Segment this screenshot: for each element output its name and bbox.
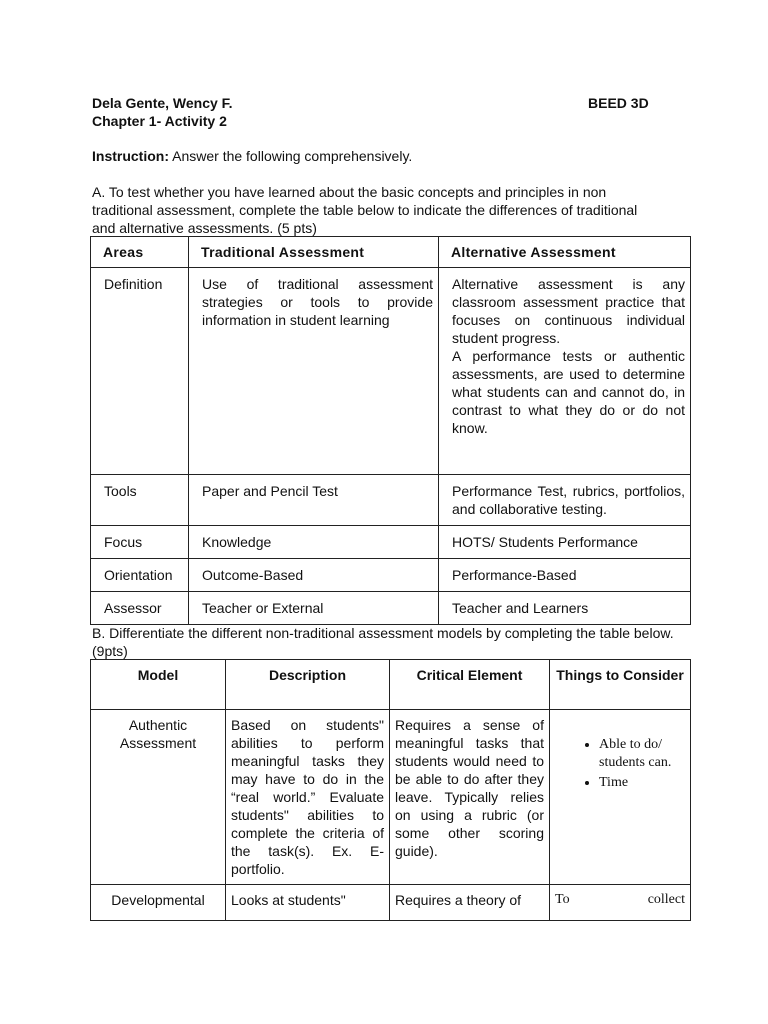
student-name: Dela Gente, Wency F. — [92, 95, 233, 111]
section-a-intro: A. To test whether you have learned about the basic concepts and principles in non traditional assessment, complete the table below to indicate the differences of traditional and alternative assessments. (5 pts) — [92, 184, 638, 236]
table-row — [91, 268, 691, 475]
critical-element-cell: Requires a sense of meaningful tasks that students would need to be able to do after they leave. Typically relies on using a rubric (or some other scoring guide). — [390, 710, 550, 885]
things-cell — [550, 885, 691, 921]
critical-element-cell: Requires a theory of — [390, 885, 550, 921]
header-critical-element: Critical Element — [390, 660, 550, 710]
list-item: • Able to do/ students can. — [599, 736, 685, 772]
traditional-cell: Teacher or External — [189, 592, 439, 625]
header-alternative: Alternative Assessment — [439, 237, 691, 268]
description-cell — [226, 885, 390, 921]
header-description: Description — [226, 660, 390, 710]
things-partial — [555, 891, 685, 909]
area-cell: Definition — [91, 268, 189, 475]
things-word-right: collect — [647, 892, 685, 907]
alternative-cell: Teacher and Learners — [439, 592, 691, 625]
table-row — [91, 592, 691, 625]
alternative-cell: Performance Test, rubrics, portfolios, and collaborative testing. — [439, 475, 691, 526]
table-row — [91, 885, 691, 921]
table-row — [91, 475, 691, 526]
header-traditional: Traditional Assessment — [189, 237, 439, 268]
alternative-text-2: A performance tests or authentic assessments, are used to determine what students can and cannot do, in contrast to what they do or do not know. — [452, 348, 685, 436]
header-things-to-consider: Things to Consider — [550, 660, 691, 710]
table-header-row — [91, 660, 691, 710]
header-model: Model — [91, 660, 226, 710]
section-b-intro: B. Differentiate the different non-traditional assessment models by completing the table below. (9pts) — [92, 625, 674, 659]
comparison-table — [90, 236, 691, 625]
alternative-cell: HOTS/ Students Performance — [439, 526, 691, 559]
traditional-cell: Knowledge — [189, 526, 439, 559]
area-cell: Focus — [91, 526, 189, 559]
description-cell: Based on students" abilities to perform meaningful tasks they may have to do in the “real world.” Evaluate students" abilities to complete the criteria of the task(s). Ex. E-portfolio. — [226, 710, 390, 885]
area-cell: Assessor — [91, 592, 189, 625]
chapter-title: Chapter 1- Activity 2 — [92, 113, 227, 129]
alternative-text-1: Alternative assessment is any classroom assessment practice that focuses on continuous individual student progress. — [452, 276, 685, 346]
instruction-line — [92, 147, 412, 165]
course-section: BEED 3D — [588, 95, 649, 111]
things-cell — [550, 710, 691, 885]
description-partial — [231, 891, 384, 909]
alternative-cell: Performance-Based — [439, 559, 691, 592]
instruction-text: Answer the following comprehensively. — [169, 148, 413, 164]
header-areas: Areas — [91, 237, 189, 268]
models-table — [90, 659, 691, 921]
table-row — [91, 526, 691, 559]
list-item: • Time — [599, 774, 685, 792]
things-list — [555, 736, 685, 792]
area-cell: Orientation — [91, 559, 189, 592]
alternative-cell — [439, 268, 691, 475]
description-text: Looks at students" — [231, 892, 346, 908]
table-header-row — [91, 237, 691, 268]
traditional-cell: Use of traditional assessment strategies or tools to provide information in student learning — [189, 268, 439, 475]
table-row — [91, 710, 691, 885]
things-word-left: To — [555, 892, 570, 907]
traditional-cell: Outcome-Based — [189, 559, 439, 592]
instruction-label: Instruction: — [92, 148, 169, 164]
traditional-cell: Paper and Pencil Test — [189, 475, 439, 526]
table-row — [91, 559, 691, 592]
model-cell: Developmental — [91, 885, 226, 921]
model-cell: Authentic Assessment — [91, 710, 226, 885]
area-cell: Tools — [91, 475, 189, 526]
